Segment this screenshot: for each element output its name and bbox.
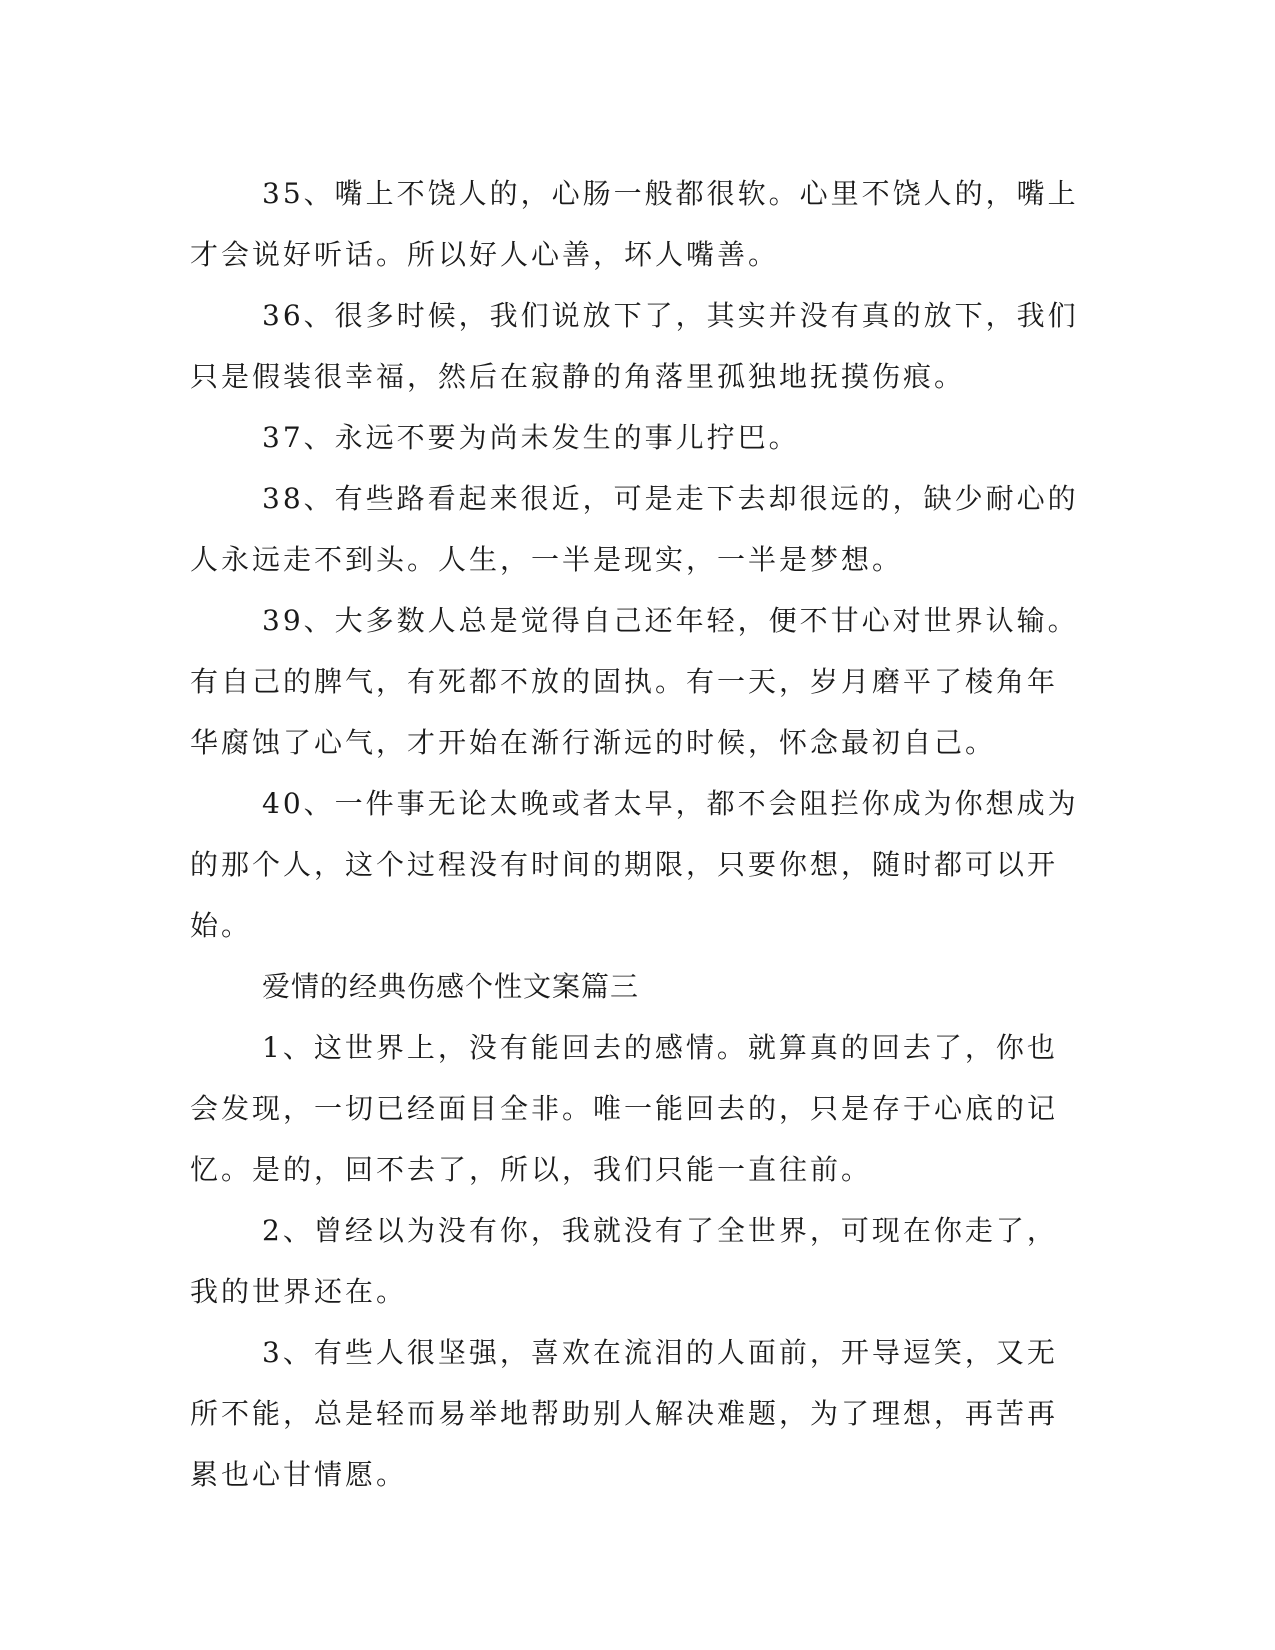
section-paragraph-3: 3、有些人很坚强，喜欢在流泪的人面前，开导逗笑，又无所不能，总是轻而易举地帮助别人解决难题，为了理想，再苦再累也心甘情愿。 (190, 1336, 1059, 1491)
paragraph-35: 35、嘴上不饶人的，心肠一般都很软。心里不饶人的，嘴上才会说好听话。所以好人心善，坏人嘴善。 (190, 177, 1079, 271)
paragraph-37: 37、永远不要为尚未发生的事儿拧巴。 (262, 421, 800, 454)
paragraph-39: 39、大多数人总是觉得自己还年轻，便不甘心对世界认输。有自己的脾气，有死都不放的固执。有一天，岁月磨平了棱角年华腐蚀了心气，才开始在渐行渐远的时候，怀念最初自己。 (190, 604, 1079, 759)
document-body (190, 163, 1080, 1505)
section-paragraph-1: 1、这世界上，没有能回去的感情。就算真的回去了，你也会发现，一切已经面目全非。唯一能回去的，只是存于心底的记忆。是的，回不去了，所以，我们只能一直往前。 (190, 1031, 1059, 1186)
paragraph-38: 38、有些路看起来很近，可是走下去却很远的，缺少耐心的人永远走不到头。人生，一半是现实，一半是梦想。 (190, 482, 1079, 576)
paragraph-36: 36、很多时候，我们说放下了，其实并没有真的放下，我们只是假装很幸福，然后在寂静的角落里孤独地抚摸伤痕。 (190, 299, 1079, 393)
paragraph-40: 40、一件事无论太晚或者太早，都不会阻拦你成为你想成为的那个人，这个过程没有时间的期限，只要你想，随时都可以开始。 (190, 787, 1079, 942)
section-heading: 爱情的经典伤感个性文案篇三 (262, 970, 640, 1003)
section-paragraph-2: 2、曾经以为没有你，我就没有了全世界，可现在你走了，我的世界还在。 (190, 1214, 1058, 1308)
